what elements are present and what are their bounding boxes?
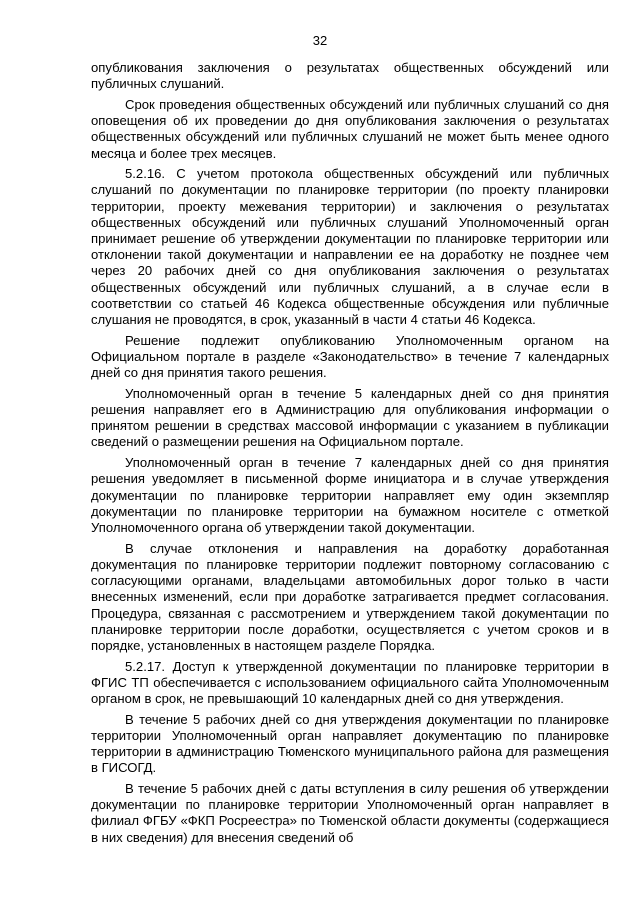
paragraph: Срок проведения общественных обсуждений или публичных слушаний со дня оповещения об их проведении до дня опубликования заключения о результатах общественных обсуждений или публичных слушаний не может быть менее одного месяца и более трех месяцев. — [91, 96, 609, 161]
paragraph-clause-5-2-16: 5.2.16. С учетом протокола общественных обсуждений или публичных слушаний по документации по планировке территории (по проекту планировки территории, проекту межевания территории) и заключения о результатах общественных обсуждений или публичных слушаний Уполномоченный орган принимает решение об утверждении документации по планировке территории или отклонении такой документации и направлении ее на доработку не позднее чем через 20 рабочих дней со дня опубликования заключения о результатах общественных обсуждений или публичных слушаний, а в случае если в соответствии со статьей 46 Кодекса общественные обсуждения или публичные слушания не проводятся, в срок, указанный в части 4 статьи 46 Кодекса. — [91, 166, 609, 328]
paragraph: В течение 5 рабочих дней с даты вступления в силу решения об утверждении документации по планировке территории Уполномоченный орган направляет в филиал ФГБУ «ФКП Росреестра» по Тюменской области документы (содержащиеся в них сведения) для внесения сведений об — [91, 781, 609, 845]
paragraph-clause-5-2-17: 5.2.17. Доступ к утвержденной документации по планировке территории в ФГИС ТП обеспечивается с использованием официального сайта Уполномоченным органом в срок, не превышающий 10 календарных дней со дня утверждения. — [91, 658, 609, 707]
paragraph: В течение 5 рабочих дней со дня утверждения документации по планировке территории Уполномоченный орган направляет документацию по планировке территории в администрацию Тюменского муниципального района для размещения в ГИСОГД. — [91, 711, 609, 776]
paragraph: Уполномоченный орган в течение 7 календарных дней со дня принятия решения уведомляет в письменной форме инициатора и в случае утверждения документации по планировке территории направляет ему один экземпляр документации по планировке территории на бумажном носителе с отметкой Уполномоченного органа об утверждении такой документации. — [91, 455, 609, 535]
page-number: 32 — [312, 33, 328, 48]
paragraph: В случае отклонения и направления на доработку доработанная документация по планировке территории подлежит повторному согласованию с согласующими органами, владельцами автомобильных дорог только в части внесенных изменений, если при доработке затрагивается предмет согласования. Процедура, связанная с рассмотрением и утверждением такой документации по планировке территории после доработки, осуществляется с учетом сроков и в порядке, установленных в настоящем разделе Порядка. — [91, 540, 609, 653]
document-body — [91, 60, 609, 850]
paragraph: Решение подлежит опубликованию Уполномоченным органом на Официальном портале в разделе «Законодательство» в течение 7 календарных дней со дня принятия такого решения. — [91, 332, 609, 381]
paragraph: Уполномоченный орган в течение 5 календарных дней со дня принятия решения направляет его в Администрацию для опубликования информации о принятом решении в средствах массовой информации с указанием в публикации сведений о размещении решения на Официальном портале. — [91, 385, 609, 450]
paragraph-continuation: опубликования заключения о результатах общественных обсуждений или публичных слушаний. — [91, 60, 609, 92]
